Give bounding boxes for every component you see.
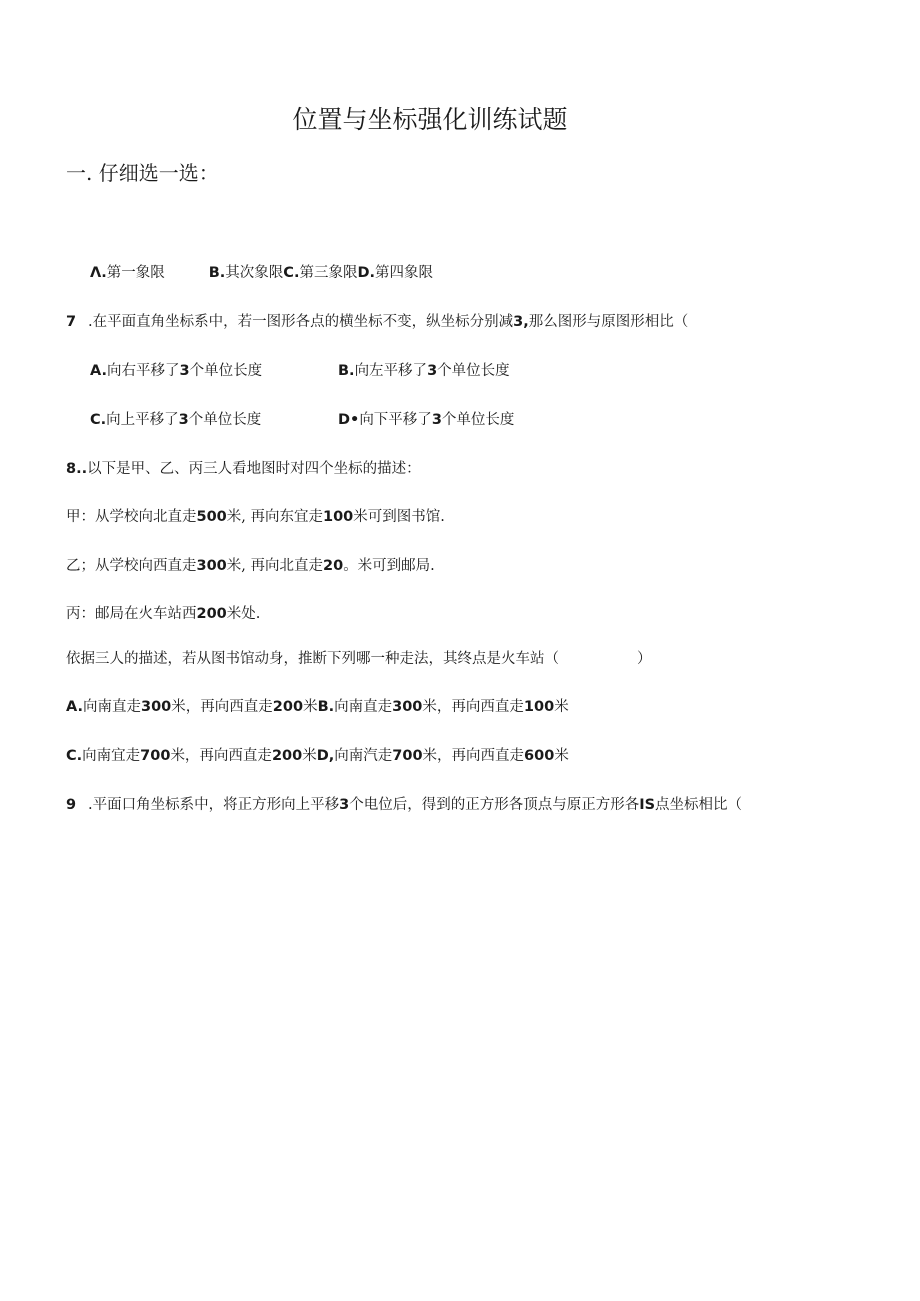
q7-option-b-letter: B. xyxy=(338,363,355,379)
q7-option-a-unit: 个单位长度 xyxy=(189,363,263,379)
q7-option-b-number: 3 xyxy=(427,363,438,379)
q8-intro-text: 以下是甲、乙、丙三人看地图时对四个坐标的描述： xyxy=(87,461,421,477)
q7-option-a-number: 3 xyxy=(179,363,190,379)
q6-option-b-letter: B. xyxy=(208,265,226,281)
q8-option-a-distance-2: 200 xyxy=(272,699,304,715)
q7-option-a xyxy=(90,362,262,380)
q8-option-c-letter: C. xyxy=(66,748,83,764)
q7-option-c-number: 3 xyxy=(178,412,189,428)
q8-number: 8.. xyxy=(66,461,88,477)
q7-option-b-text: 向左平移了 xyxy=(354,363,428,379)
q7-option-b-unit: 个单位长度 xyxy=(437,363,510,379)
q6-option-a-letter: Λ. xyxy=(90,265,107,281)
q8-statement-jia xyxy=(66,508,445,526)
q7-option-a-text: 向右平移了 xyxy=(107,363,180,379)
q8-options-ab xyxy=(66,698,569,716)
q8-bing-text-end: 米处. xyxy=(226,606,261,622)
q8-option-d-letter: D, xyxy=(316,748,335,764)
q8-option-b-letter: B. xyxy=(317,699,335,715)
q8-jia-distance-1: 500 xyxy=(196,509,227,525)
q9-text-end: 点坐标相比（ xyxy=(655,797,743,813)
q8-option-c-distance-1: 700 xyxy=(140,748,171,764)
q9-text: .平面口角坐标系中，将正方形向上平移 xyxy=(88,797,340,813)
q7-question xyxy=(66,313,688,331)
q8-option-b-text: 向南直走 xyxy=(334,699,393,715)
q8-statement-yi xyxy=(66,557,435,575)
q8-yi-text-mid: 米, 再向北直走 xyxy=(226,558,323,574)
q8-options-cd xyxy=(66,747,569,765)
q8-yi-distance-1: 300 xyxy=(196,558,227,574)
q7-option-c-letter: C. xyxy=(90,412,107,428)
q7-number: 7 xyxy=(66,314,77,330)
q8-option-c-text: 向南宜走 xyxy=(82,748,141,764)
q6-option-c-letter: C. xyxy=(283,265,300,281)
q6-option-a-text: 第一象限 xyxy=(106,265,165,281)
q8-option-c-unit: 米 xyxy=(302,748,317,764)
q7-option-c xyxy=(90,411,261,429)
q7-option-d-unit: 个单位长度 xyxy=(441,412,515,428)
q9-number: 9 xyxy=(66,797,77,813)
q7-text-number: 3, xyxy=(513,314,529,330)
q8-question xyxy=(66,650,652,668)
q8-option-c-distance-2: 200 xyxy=(271,748,303,764)
q8-question-close: ） xyxy=(637,651,652,667)
q8-option-d-text: 向南汽走 xyxy=(334,748,393,764)
q9-text-number: 3 xyxy=(339,797,350,813)
q6-option-d-letter: D. xyxy=(357,265,375,281)
q8-option-a-text-mid: 米，再向西直走 xyxy=(171,699,273,715)
q8-option-b-unit: 米 xyxy=(554,699,569,715)
q8-yi-distance-2: 20 xyxy=(323,558,344,574)
q8-yi-text: 乙；从学校向西直走 xyxy=(66,558,197,574)
q8-option-d-distance-2: 600 xyxy=(524,748,555,764)
q7-option-b xyxy=(338,362,510,380)
q9-question xyxy=(66,796,742,814)
q7-text-end: 那么图形与原图形相比（ xyxy=(528,314,689,330)
q8-option-b-distance-2: 100 xyxy=(523,699,555,715)
q8-option-d-distance-1: 700 xyxy=(392,748,423,764)
q8-option-a-distance-1: 300 xyxy=(141,699,172,715)
q8-bing-text: 丙：邮局在火车站西 xyxy=(66,606,197,622)
q8-option-a-unit: 米 xyxy=(303,699,318,715)
page-title: 位置与坐标强化训练试题 xyxy=(292,105,568,134)
q6-option-c-text: 第三象限 xyxy=(299,265,358,281)
q7-option-c-text: 向上平移了 xyxy=(106,412,179,428)
q8-yi-text-end: 。米可到邮局. xyxy=(343,558,435,574)
q6-option-b-text: 其次象限 xyxy=(225,265,284,281)
q7-option-a-letter: A. xyxy=(90,363,107,379)
q8-option-a-text: 向南直走 xyxy=(83,699,141,715)
q8-option-a-letter: A. xyxy=(66,699,83,715)
section-heading: 一. 仔细选一选： xyxy=(66,161,219,185)
q9-text-mid: 个电位后，得到的正方形各顶点与原正方形各 xyxy=(349,797,640,813)
q8-option-b-distance-1: 300 xyxy=(392,699,423,715)
q8-intro xyxy=(66,460,421,478)
q8-bing-distance: 200 xyxy=(196,606,227,622)
q8-jia-text-mid: 米, 再向东宜走 xyxy=(226,509,323,525)
q9-text-bold: IS xyxy=(639,797,656,813)
q8-jia-distance-2: 100 xyxy=(323,509,354,525)
q8-option-b-text-mid: 米，再向西直走 xyxy=(422,699,524,715)
q8-question-text: 依据三人的描述，若从图书馆动身，推断下列哪一种走法，其终点是火车站（ xyxy=(66,651,559,667)
q8-option-c-text-mid: 米，再向西直走 xyxy=(170,748,272,764)
q8-option-d-text-mid: 米，再向西直走 xyxy=(422,748,525,764)
q6-option-d-text: 第四象限 xyxy=(375,265,433,281)
q8-jia-text: 甲：从学校向北直走 xyxy=(66,509,197,525)
q8-statement-bing xyxy=(66,605,260,623)
q7-option-d-text: 向下平移了 xyxy=(359,412,432,428)
q7-option-c-unit: 个单位长度 xyxy=(188,412,262,428)
q7-option-d xyxy=(338,411,514,429)
q8-option-d-unit: 米 xyxy=(554,748,569,764)
q7-text: .在平面直角坐标系中，若一图形各点的横坐标不变，纵坐标分别减 xyxy=(88,314,514,330)
q6-options xyxy=(90,264,433,282)
q8-jia-text-end: 米可到图书馆. xyxy=(353,509,445,525)
q7-option-d-number: 3 xyxy=(431,412,442,428)
q7-option-d-letter: D• xyxy=(338,412,360,428)
